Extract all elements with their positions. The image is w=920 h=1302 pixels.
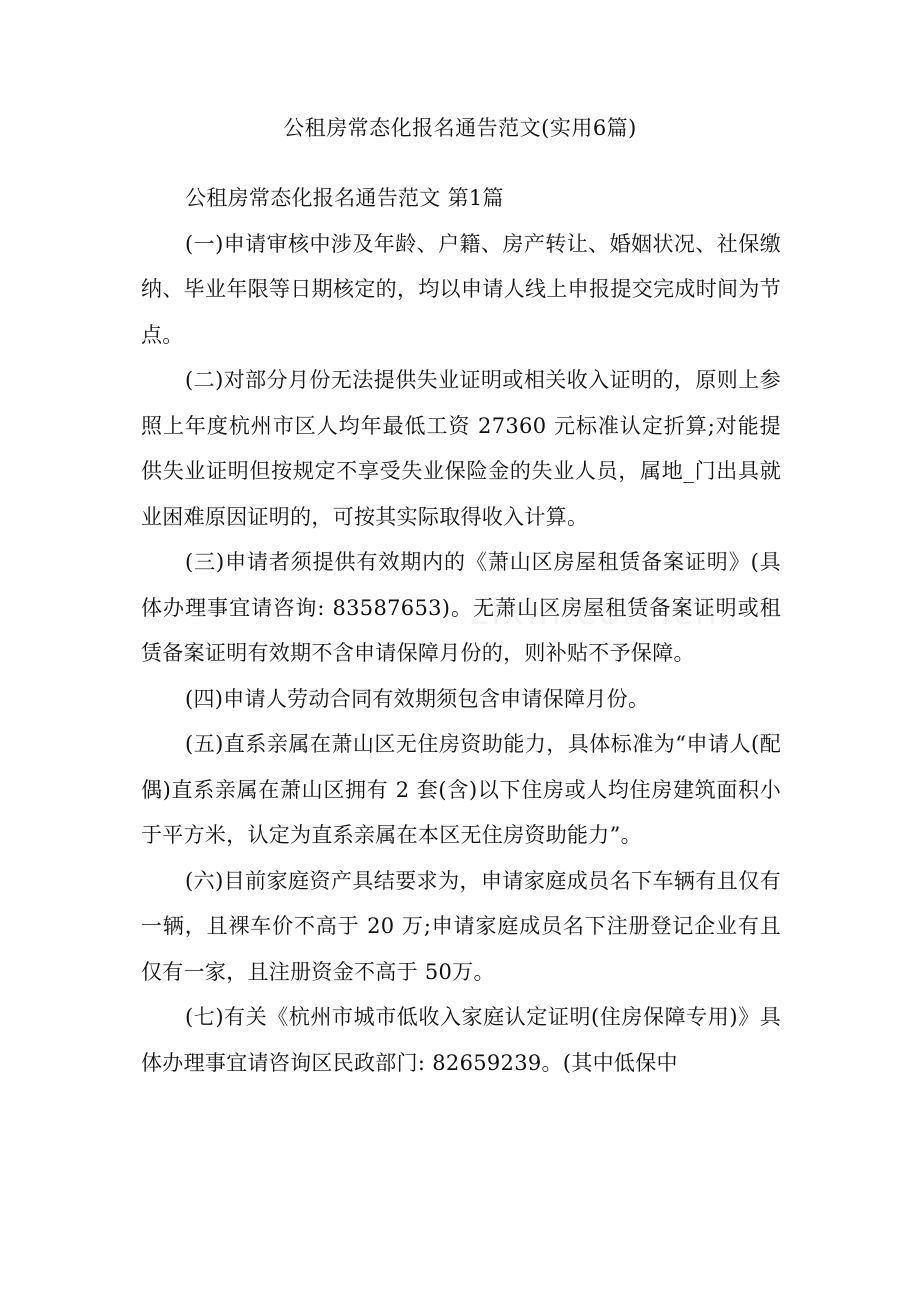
paragraph-2: (二)对部分月份无法提供失业证明或相关收入证明的，原则上参照上年度杭州市区人均年最低工资 27360 元标准认定折算;对能提供失业证明但按规定不享受失业保险金的失业人员，属地_门出具就业困难原因证明的，可按其实际取得收入计算。 [141,368,781,529]
document-title: 公租房常态化报名通告范文(实用6篇) [283,116,637,140]
paragraph-6: (六)目前家庭资产具结要求为，申请家庭成员名下车辆有且仅有一辆，且裸车价不高于 20 万;申请家庭成员名下注册登记企业有且仅有一家，且注册资金不高于 50万。 [141,868,781,984]
paragraph-7: (七)有关《杭州市城市低收入家庭认定证明(住房保障专用)》具体办理事宜请咨询区民政部门: 82659239。(其中低保中 [141,1005,781,1075]
paragraph-1: (一)申请审核中涉及年龄、户籍、房产转让、婚姻状况、社保缴纳、毕业年限等日期核定的，均以申请人线上申报提交完成时间为节点。 [141,231,781,347]
document-body [141,176,781,1086]
paragraph-5: (五)直系亲属在萧山区无住房资助能力，具体标准为“申请人(配偶)直系亲属在萧山区拥有 2 套(含)以下住房或人均住房建筑面积小于平方米，认定为直系亲属在本区无住房资助能力”。 [141,732,781,847]
paragraph-3: (三)申请者须提供有效期内的《萧山区房屋租赁备案证明》(具体办理事宜请咨询: 83587653)。无萧山区房屋租赁备案证明或租赁备案证明有效期不含申请保障月份的，则补贴不予保障。 [141,550,781,665]
paragraph-4: (四)申请人劳动合同有效期须包含申请保障月份。 [185,686,650,711]
section-subheading: 公租房常态化报名通告范文 第1篇 [185,186,504,210]
